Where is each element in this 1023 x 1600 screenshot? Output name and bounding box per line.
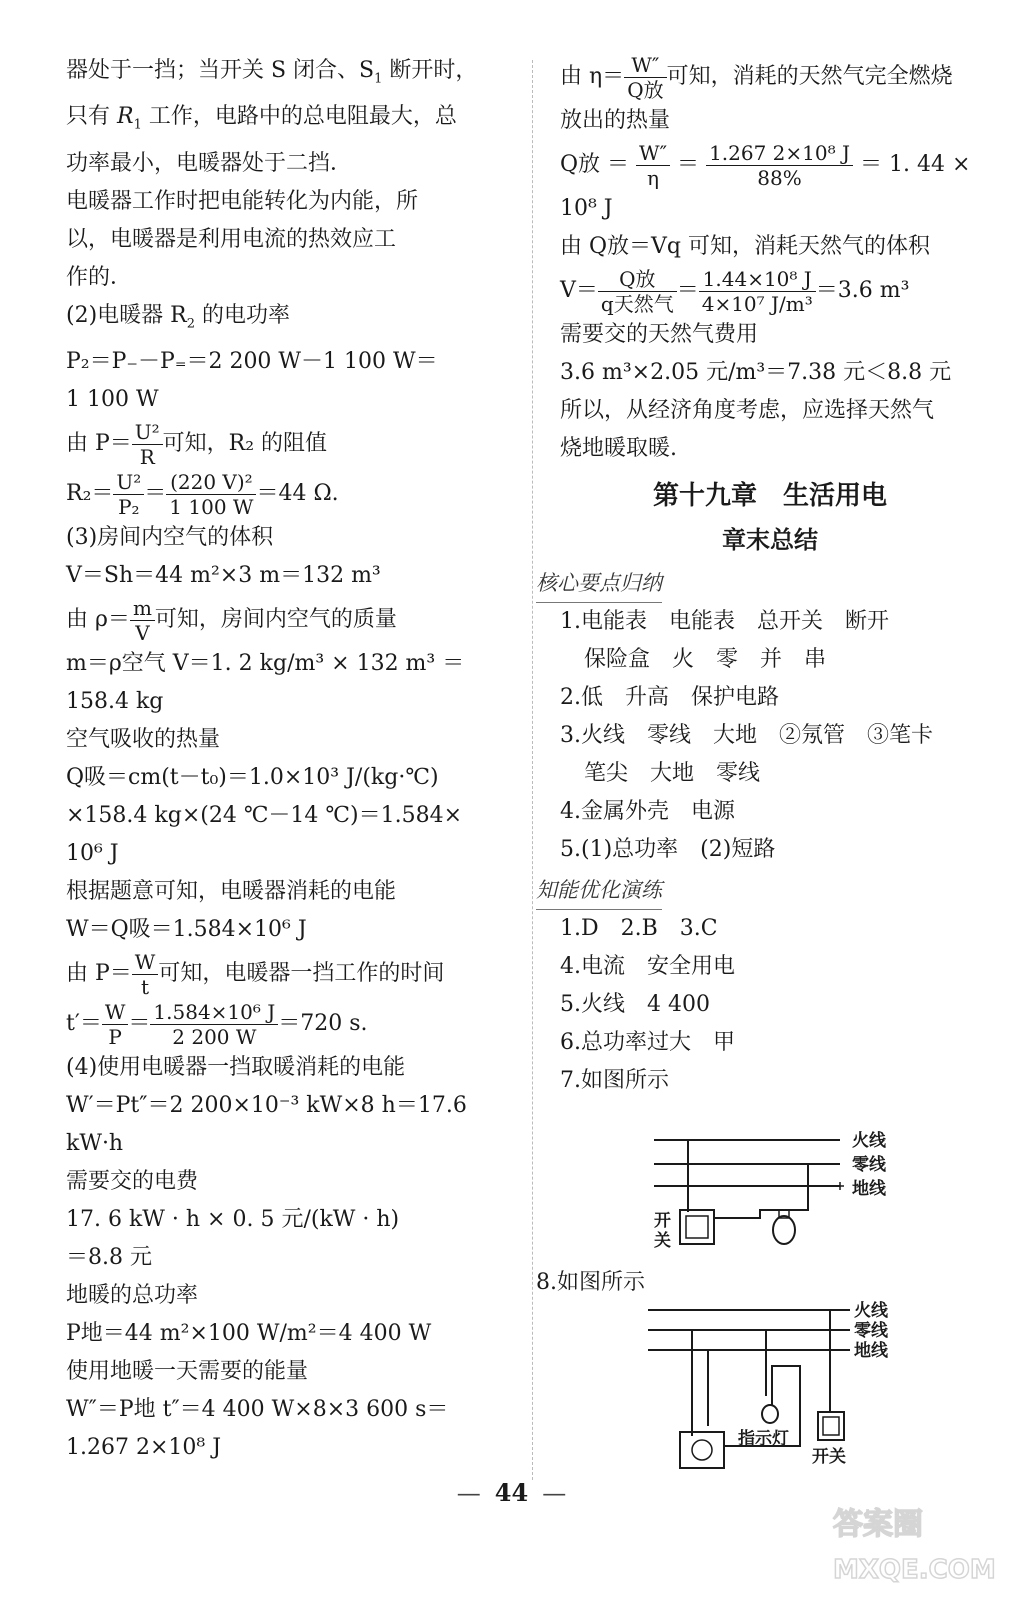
ground-label: 地线 [854, 1341, 888, 1361]
fraction [132, 950, 159, 999]
wiring-diagram-7 [640, 1122, 910, 1260]
fraction [598, 267, 677, 316]
text-line: 158.4 kg [66, 689, 164, 715]
numerator: (220 V)² [166, 470, 256, 495]
text: ＝ [670, 152, 707, 177]
text-line: (3)房间内空气的体积 [66, 525, 274, 551]
formula-line [66, 419, 506, 469]
fraction [166, 470, 256, 519]
formula-line [560, 52, 980, 102]
text-line: ＝8.8 元 [66, 1245, 152, 1271]
indicator-label: 指示灯 [738, 1429, 789, 1449]
formula-line [66, 949, 506, 999]
symbol: R [117, 104, 134, 130]
text-line: W″＝P地 t″＝4 400 W×8×3 600 s＝ [66, 1397, 449, 1423]
text: ＝3.6 m³ [815, 278, 910, 303]
text-line: P₂＝P₋－P₌＝2 200 W－1 100 W＝ [66, 349, 438, 375]
numerator: U² [132, 420, 163, 445]
denominator: V [135, 620, 150, 645]
numerator: 1.267 2×10⁸ J [706, 141, 853, 166]
text: ＝ [128, 1011, 151, 1037]
numerator: W″ [636, 141, 670, 166]
numerator: W [102, 1000, 129, 1025]
numerator: W [132, 950, 159, 975]
answer-line: 笔尖 大地 零线 [584, 761, 761, 786]
switch-box [818, 1412, 844, 1440]
text-line: W′＝Pt″＝2 200×10⁻³ kW×8 h＝17.6 [66, 1093, 467, 1119]
denominator: q天然气 [600, 291, 674, 316]
answer-line: 保险盒 火 零 并 串 [584, 647, 827, 672]
text-line: 地暖的总功率 [66, 1283, 199, 1309]
formula-line [560, 140, 980, 190]
switch-icon [823, 1417, 839, 1435]
answer-line: 2.低 升高 保护电路 [560, 685, 779, 710]
wire [714, 1202, 808, 1218]
text-line: V＝Sh＝44 m²×3 m＝132 m³ [66, 563, 381, 589]
denominator: P₂ [118, 494, 140, 519]
answer-line: 8.如图所示 [536, 1270, 645, 1295]
text: 可知，电暖器一挡工作的时间 [158, 961, 445, 987]
bulb-icon [773, 1216, 795, 1244]
subscript: 2 [186, 316, 196, 332]
text: V＝ [560, 278, 598, 303]
formula-line [560, 266, 980, 316]
watermark-text: MXQE.COM [833, 1555, 996, 1585]
switch-box [680, 1210, 714, 1244]
watermark-logo [825, 1486, 1015, 1596]
denominator: 88% [757, 165, 802, 190]
fraction [132, 420, 163, 469]
text-line: 10⁸ J [560, 196, 613, 221]
answer-line: 1.电能表 电能表 总开关 断开 [560, 609, 889, 634]
text: 可知，R₂ 的阻值 [162, 431, 328, 457]
text-line: 所以，从经济角度考虑，应选择天然气 [560, 398, 935, 423]
answer-line: 5.(1)总功率 (2)短路 [560, 837, 776, 862]
text: ＝ [144, 481, 167, 507]
answer-line: 4.电流 安全用电 [560, 954, 735, 979]
left-column [66, 52, 506, 1467]
text-line: 1.267 2×10⁸ J [66, 1435, 222, 1461]
denominator: P [108, 1024, 122, 1049]
text-line [66, 297, 506, 343]
text: 由 P＝ [66, 961, 132, 987]
text-line: 以，电暖器是利用电流的热效应工 [66, 226, 397, 252]
text: 可知，消耗的天然气完全燃烧 [666, 64, 953, 89]
dash: — [456, 1479, 481, 1507]
answer-line: 4.金属外壳 电源 [560, 799, 735, 824]
text-line: 17. 6 kW · h × 0. 5 元/(kW · h) [66, 1207, 400, 1233]
text: 由 P＝ [66, 431, 132, 457]
fraction [150, 1000, 278, 1049]
text: 的电功率 [195, 302, 291, 328]
text-line: Q吸＝cm(t－t₀)＝1.0×10³ J/(kg·℃) [66, 765, 439, 791]
page-number-value: 44 [494, 1478, 529, 1507]
numerator: Q放 [598, 267, 677, 292]
text-line: kW·h [66, 1131, 124, 1157]
text: ＝ 1. 44 × [853, 152, 971, 177]
text-line: 使用地暖一天需要的能量 [66, 1359, 309, 1385]
text-line [66, 52, 506, 98]
neutral-label: 零线 [854, 1321, 888, 1341]
text-line [66, 98, 506, 144]
section-title: 章末总结 [722, 526, 818, 554]
right-column [536, 52, 980, 1100]
switch-label: 关 [654, 1231, 671, 1251]
text: 工作，电路中的总电阻最大，总 [141, 104, 457, 130]
text-line: m＝ρ空气 V＝1. 2 kg/m³ × 132 m³ ＝ [66, 651, 465, 677]
text-line: 由 Q放＝Vq 可知，消耗天然气的体积 [560, 234, 930, 259]
text-line: (4)使用电暖器一挡取暖消耗的电能 [66, 1055, 406, 1081]
socket-box [680, 1432, 724, 1468]
text: ＝ [676, 278, 699, 303]
answer-line: 6.总功率过大 甲 [560, 1030, 735, 1055]
dash: — [542, 1479, 567, 1507]
switch-icon [686, 1216, 708, 1238]
text-line: 根据题意可知，电暖器消耗的电能 [66, 879, 397, 905]
formula-line [66, 469, 506, 519]
text-line: 功率最小，电暖器处于二挡． [66, 150, 353, 176]
text-line: 烧地暖取暖. [560, 436, 677, 461]
chapter-title: 第十九章 生活用电 [652, 481, 887, 511]
text: ＝720 s. [278, 1011, 368, 1037]
text-line: 空气吸收的热量 [66, 727, 221, 753]
text-line: 10⁶ J [66, 841, 119, 867]
fraction [636, 141, 670, 190]
socket-icon [692, 1440, 712, 1460]
denominator: Q放 [627, 77, 664, 102]
numerator: W″ [624, 53, 666, 78]
fraction [113, 470, 144, 519]
text-line: W＝Q吸＝1.584×10⁶ J [66, 917, 307, 943]
text-line: 电暖器工作时把电能转化为内能，所 [66, 188, 419, 214]
text: R₂＝ [66, 481, 114, 507]
text-line: ×158.4 kg×(24 ℃－14 ℃)＝1.584× [66, 803, 463, 829]
subscript: 1 [374, 71, 383, 87]
denominator: 2 200 W [172, 1024, 257, 1049]
text: 断开时， [382, 58, 478, 83]
text: ＝44 Ω. [256, 481, 339, 507]
text: 由 η＝ [560, 64, 625, 89]
answer-line: 1.D 2.B 3.C [560, 916, 718, 941]
wiring-diagram-8 [640, 1296, 910, 1476]
fraction [624, 53, 666, 102]
text-line: 作的． [66, 264, 133, 290]
text-line: 3.6 m³×2.05 元/m³＝7.38 元＜8.8 元 [560, 360, 952, 385]
subscript: 1 [133, 117, 142, 133]
text: Q放 ＝ [560, 152, 637, 177]
numerator: 1.584×10⁶ J [150, 1000, 278, 1025]
ground-symbol-icon [840, 1182, 844, 1190]
formula-line [66, 595, 506, 645]
text-line: P地＝44 m²×100 W/m²＝4 400 W [66, 1321, 432, 1347]
text: 只有 [66, 104, 117, 130]
denominator: η [647, 165, 660, 190]
text: (2)电暖器 R [66, 302, 187, 328]
live-label: 火线 [852, 1131, 886, 1151]
fraction [699, 267, 816, 316]
fraction [102, 1000, 129, 1049]
text: 器处于一挡；当开关 S 闭合、S [66, 58, 375, 83]
text: 由 ρ＝ [66, 607, 130, 633]
live-label: 火线 [854, 1301, 888, 1321]
formula-line [66, 999, 506, 1049]
fraction [706, 141, 853, 190]
ground-label: 地线 [852, 1179, 886, 1199]
neutral-label: 零线 [852, 1155, 886, 1175]
switch-label: 开 [654, 1211, 671, 1231]
fraction [130, 596, 155, 645]
text: 可知，房间内空气的质量 [154, 607, 397, 633]
indicator-lamp-icon [762, 1405, 778, 1423]
answer-line: 5.火线 4 400 [560, 992, 710, 1017]
text-line: 需要交的天然气费用 [560, 322, 759, 347]
text-line: 放出的热量 [560, 108, 671, 133]
denominator: 1 100 W [169, 494, 254, 519]
text-line: 需要交的电费 [66, 1169, 199, 1195]
denominator: 4×10⁷ J/m³ [701, 291, 813, 316]
answer-line: 3.火线 零线 大地 ②氖管 ③笔卡 [560, 723, 933, 748]
watermark-text: 答案圈 [833, 1507, 923, 1542]
section-label: 核心要点归纳 [536, 564, 662, 603]
denominator: t [141, 974, 150, 999]
section-label: 知能优化演练 [536, 871, 662, 910]
column-divider [532, 60, 533, 1480]
answer-line: 7.如图所示 [560, 1068, 669, 1093]
switch-label: 开关 [812, 1447, 846, 1467]
text: t′＝ [66, 1011, 102, 1037]
text-line: 1 100 W [66, 387, 159, 413]
numerator: U² [113, 470, 144, 495]
numerator: 1.44×10⁸ J [699, 267, 816, 292]
numerator: m [130, 596, 155, 621]
denominator: R [139, 444, 155, 469]
